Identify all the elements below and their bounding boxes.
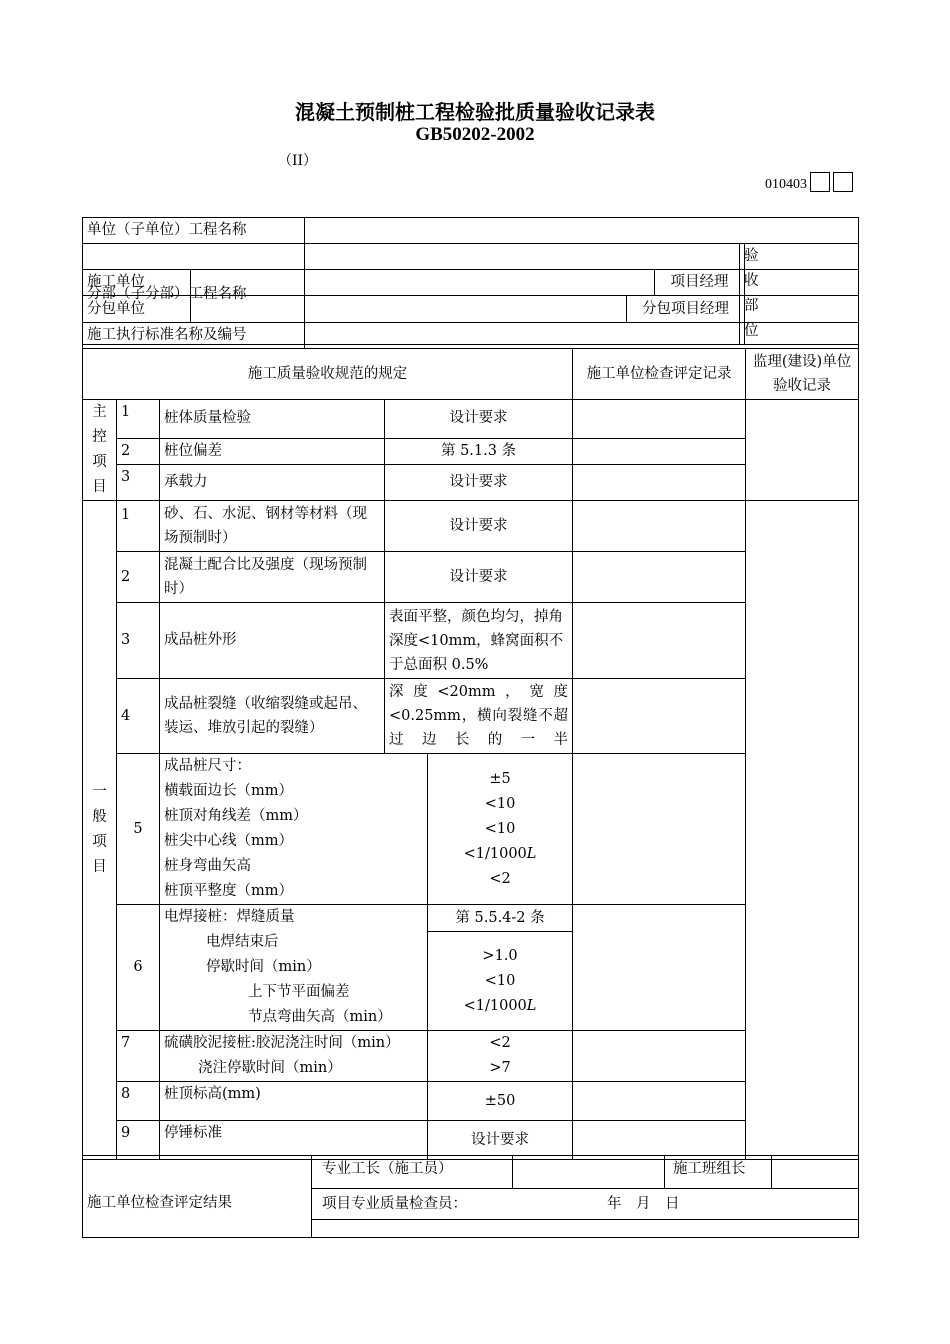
- dimension-item-reqs: [428, 754, 573, 905]
- general-item-req: 深度<20mm，宽度<0.25mm，横向裂缝不超过边长的一半: [385, 679, 573, 754]
- general-item-name: 桩顶标高(mm): [160, 1082, 428, 1121]
- main-supervisor-record[interactable]: [746, 400, 859, 501]
- general-item-req: 设计要求: [385, 552, 573, 603]
- result-field[interactable]: [83, 1220, 312, 1238]
- standard-field[interactable]: [305, 323, 859, 349]
- foreman-label: 专业工长（施工员）: [312, 1156, 513, 1189]
- info-table-4: [82, 322, 859, 349]
- result-label: 施工单位检查评定结果: [83, 1156, 312, 1220]
- sub-pm-label: 分包项目经理: [627, 296, 745, 323]
- supervisor-record-header: 监理(建设)单位验收记录: [746, 349, 859, 400]
- sulfur-line: 硫磺胶泥接桩:胶泥浇注时间（min）: [164, 1035, 400, 1051]
- dim-line: 桩顶平整度（mm）: [164, 883, 293, 899]
- weld-line: 上下节平面偏差: [248, 984, 350, 1000]
- main-item-check[interactable]: [573, 438, 746, 465]
- unit-project-field[interactable]: [305, 218, 859, 244]
- main-item-no: 3: [117, 465, 160, 501]
- general-item-check[interactable]: [573, 679, 746, 754]
- subcontractor-label: 分包单位: [83, 296, 191, 323]
- form-code: [765, 172, 853, 193]
- dim-req: <10: [484, 820, 516, 837]
- main-item-check[interactable]: [573, 465, 746, 501]
- part-label: （II）: [278, 153, 318, 169]
- general-item-check[interactable]: [573, 552, 746, 603]
- general-item-no: 6: [117, 905, 160, 1031]
- construction-unit-field[interactable]: [191, 270, 655, 296]
- code-box-1[interactable]: [810, 172, 830, 192]
- sulfur-item-lines: [160, 1031, 428, 1082]
- dim-line: 成品桩尺寸：: [164, 758, 251, 774]
- general-item-check[interactable]: [573, 754, 746, 905]
- weld-req: <10: [484, 972, 516, 989]
- weld-line: 停歇时间（min）: [206, 959, 321, 975]
- sulfur-req: <2: [489, 1035, 511, 1051]
- foreman-field[interactable]: [513, 1156, 665, 1189]
- unit-project-label: 单位（子单位）工程名称: [83, 218, 305, 244]
- dim-req: <2: [489, 870, 511, 887]
- dim-req: <10: [484, 795, 516, 812]
- general-item-check[interactable]: [573, 905, 746, 1031]
- info-table-3: [82, 295, 859, 323]
- general-item-req: 设计要求: [428, 1121, 573, 1160]
- general-item-no: 5: [117, 754, 160, 905]
- spec-header: 施工质量验收规范的规定: [83, 349, 573, 400]
- general-item-no: 3: [117, 603, 160, 679]
- team-leader-label: 施工班组长: [665, 1156, 772, 1189]
- form-title: 混凝土预制桩工程检验批质量验收记录表: [295, 100, 655, 124]
- general-item-req: 设计要求: [385, 501, 573, 552]
- main-item-name: 桩位偏差: [160, 438, 385, 465]
- project-manager-field[interactable]: [745, 270, 859, 296]
- weld-req: >1.0: [482, 947, 518, 964]
- sulfur-req: >7: [489, 1060, 511, 1076]
- acceptance-part-label: 验收部位: [740, 244, 745, 345]
- dimension-item-lines: [160, 754, 428, 905]
- main-item-name: 桩体质量检验: [160, 400, 385, 439]
- dim-line: 横载面边长（mm）: [164, 783, 293, 799]
- weld-item-reqs: [428, 932, 573, 1031]
- general-item-check[interactable]: [573, 1031, 746, 1082]
- project-manager-label: 项目经理: [655, 270, 745, 296]
- main-item-req: 第 5.1.3 条: [385, 438, 573, 465]
- general-item-name: 混凝土配合比及强度（现场预制时）: [160, 552, 385, 603]
- general-item-no: 1: [117, 501, 160, 552]
- general-item-req: ±50: [428, 1082, 573, 1121]
- general-item-no: 9: [117, 1121, 160, 1160]
- main-item-req: 设计要求: [385, 465, 573, 501]
- general-item-no: 4: [117, 679, 160, 754]
- date-label: 年 月 日: [607, 1195, 680, 1212]
- general-item-check[interactable]: [573, 501, 746, 552]
- sulfur-line: 浇注停歇时间（min）: [198, 1060, 342, 1076]
- general-item-no: 8: [117, 1082, 160, 1121]
- dim-line: 桩顶对角线差（mm）: [164, 808, 308, 824]
- standard-code: GB50202-2002: [415, 124, 535, 145]
- weld-req-top: 第 5.5.4-2 条: [428, 905, 573, 932]
- general-item-check[interactable]: [573, 603, 746, 679]
- dim-req: ±5: [489, 770, 511, 787]
- dim-req: <1/1000L: [463, 845, 537, 862]
- inspector-signature-field[interactable]: [312, 1220, 859, 1238]
- standard-label: 施工执行标准名称及编号: [83, 323, 305, 349]
- dim-line: 桩尖中心线（mm）: [164, 833, 293, 849]
- dim-line: 桩身弯曲矢高: [164, 858, 251, 874]
- general-group-label: 一 般 项 目: [83, 501, 117, 1160]
- general-item-name: 成品桩裂缝（收缩裂缝或起吊、装运、堆放引起的裂缝）: [160, 679, 385, 754]
- general-item-name: 砂、石、水泥、钢材等材料（现场预制时）: [160, 501, 385, 552]
- check-record-header: 施工单位检查评定记录: [573, 349, 746, 400]
- main-item-req: 设计要求: [385, 400, 573, 439]
- form-code-text: 010403: [765, 177, 807, 192]
- main-item-check[interactable]: [573, 400, 746, 439]
- subcontractor-field[interactable]: [191, 296, 627, 323]
- inspector-label: 项目专业质量检查员：: [322, 1195, 467, 1212]
- main-item-no: 1: [117, 400, 160, 439]
- items-table: [82, 348, 859, 1160]
- construction-unit-label: 施工单位: [83, 270, 191, 296]
- general-item-check[interactable]: [573, 1121, 746, 1160]
- weld-req: <1/1000L: [463, 997, 537, 1014]
- sulfur-item-reqs: [428, 1031, 573, 1082]
- main-group-label: 主 控 项 目: [83, 400, 117, 501]
- weld-line: 电焊接桩：焊缝质量: [164, 909, 295, 925]
- code-box-2[interactable]: [833, 172, 853, 192]
- main-item-no: 2: [117, 438, 160, 465]
- team-leader-field[interactable]: [772, 1156, 859, 1189]
- general-item-name: 成品桩外形: [160, 603, 385, 679]
- info-table-2: [82, 269, 859, 296]
- footer-table: [82, 1155, 859, 1238]
- inspector-row: [312, 1189, 859, 1220]
- weld-item-lines: [160, 905, 428, 1031]
- general-item-name: 停锤标准: [160, 1121, 428, 1160]
- general-item-no: 2: [117, 552, 160, 603]
- general-item-no: 7: [117, 1031, 160, 1082]
- general-supervisor-record[interactable]: [746, 501, 859, 1160]
- weld-line: 节点弯曲矢高（min）: [248, 1009, 392, 1025]
- general-item-req: 表面平整，颜色均匀，掉角深度<10mm，蜂窝面积不于总面积 0.5%: [385, 603, 573, 679]
- general-item-check[interactable]: [573, 1082, 746, 1121]
- sub-pm-field[interactable]: [745, 296, 859, 323]
- main-item-name: 承载力: [160, 465, 385, 501]
- sub-project-label: 分部（子分部）工程名称: [83, 244, 305, 345]
- weld-line: 电焊结束后: [206, 934, 279, 950]
